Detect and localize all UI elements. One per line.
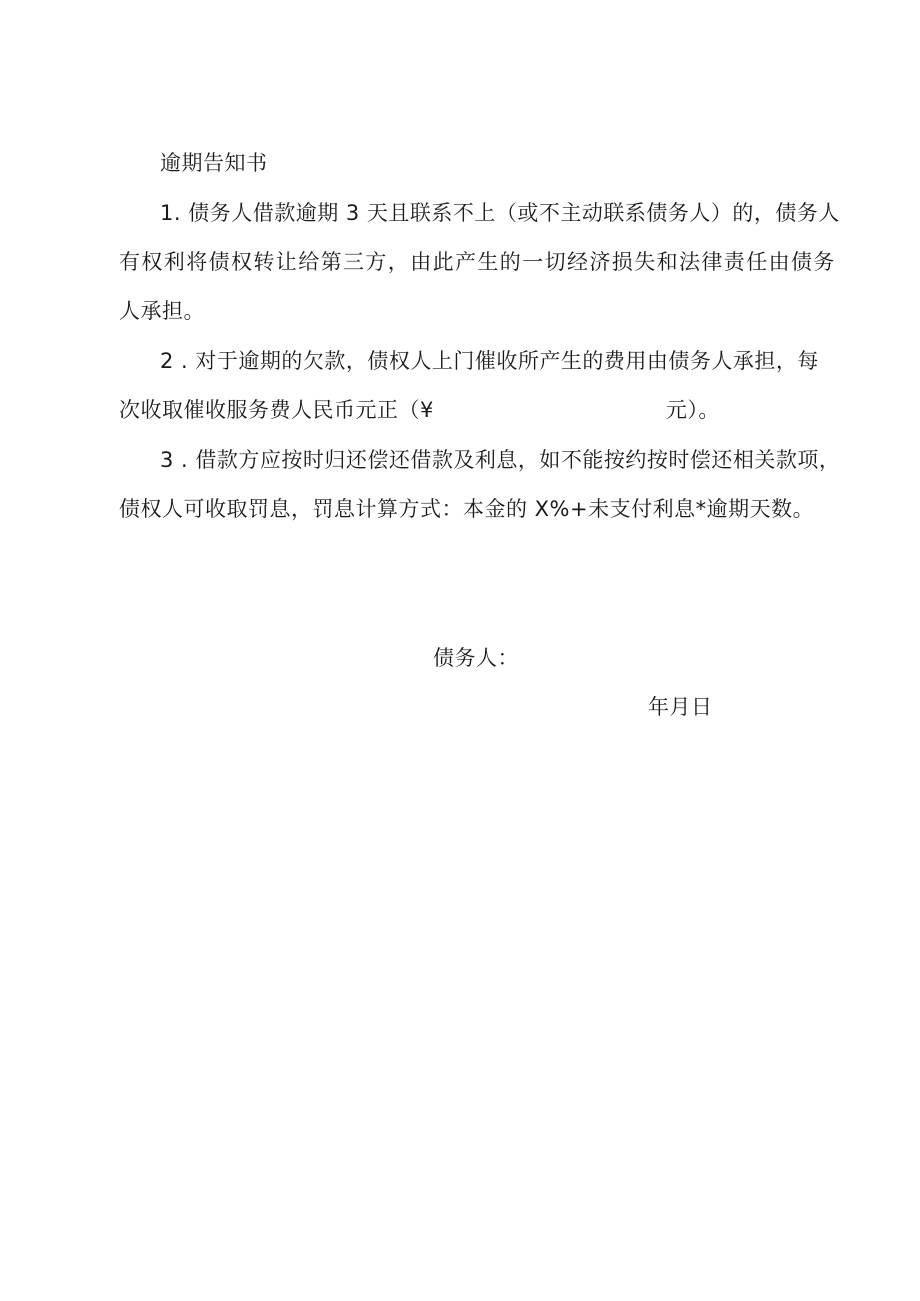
clause-1-line-2: 有权利将债权转让给第三方，由此产生的一切经济损失和法律责任由债务 <box>119 250 836 274</box>
clause-2-line-1: 2 . 对于逾期的欠款，债权人上门催收所产生的费用由债务人承担，每 <box>160 349 819 373</box>
clause-3-line-2: 债权人可收取罚息，罚息计算方式：本金的 X%+未支付利息*逾期天数。 <box>119 497 815 521</box>
clause-2-fee-text: 次收取催收服务费人民币元正（¥ <box>119 398 434 422</box>
clause-2-line-2 <box>119 397 720 423</box>
clause-2-fee-unit: 元）。 <box>665 398 720 422</box>
clause-3-line-1: 3 . 借款方应按时归还偿还借款及利息，如不能按约按时偿还相关款项， <box>160 448 841 472</box>
date-label: 年月日 <box>648 695 713 719</box>
clause-1-line-1: 1. 债务人借款逾期 3 天且联系不上（或不主动联系债务人）的，债务人 <box>160 201 840 225</box>
document-title: 逾期告知书 <box>160 151 268 175</box>
debtor-signature-label: 债务人： <box>433 646 519 670</box>
clause-1-line-3: 人承担。 <box>119 299 205 323</box>
